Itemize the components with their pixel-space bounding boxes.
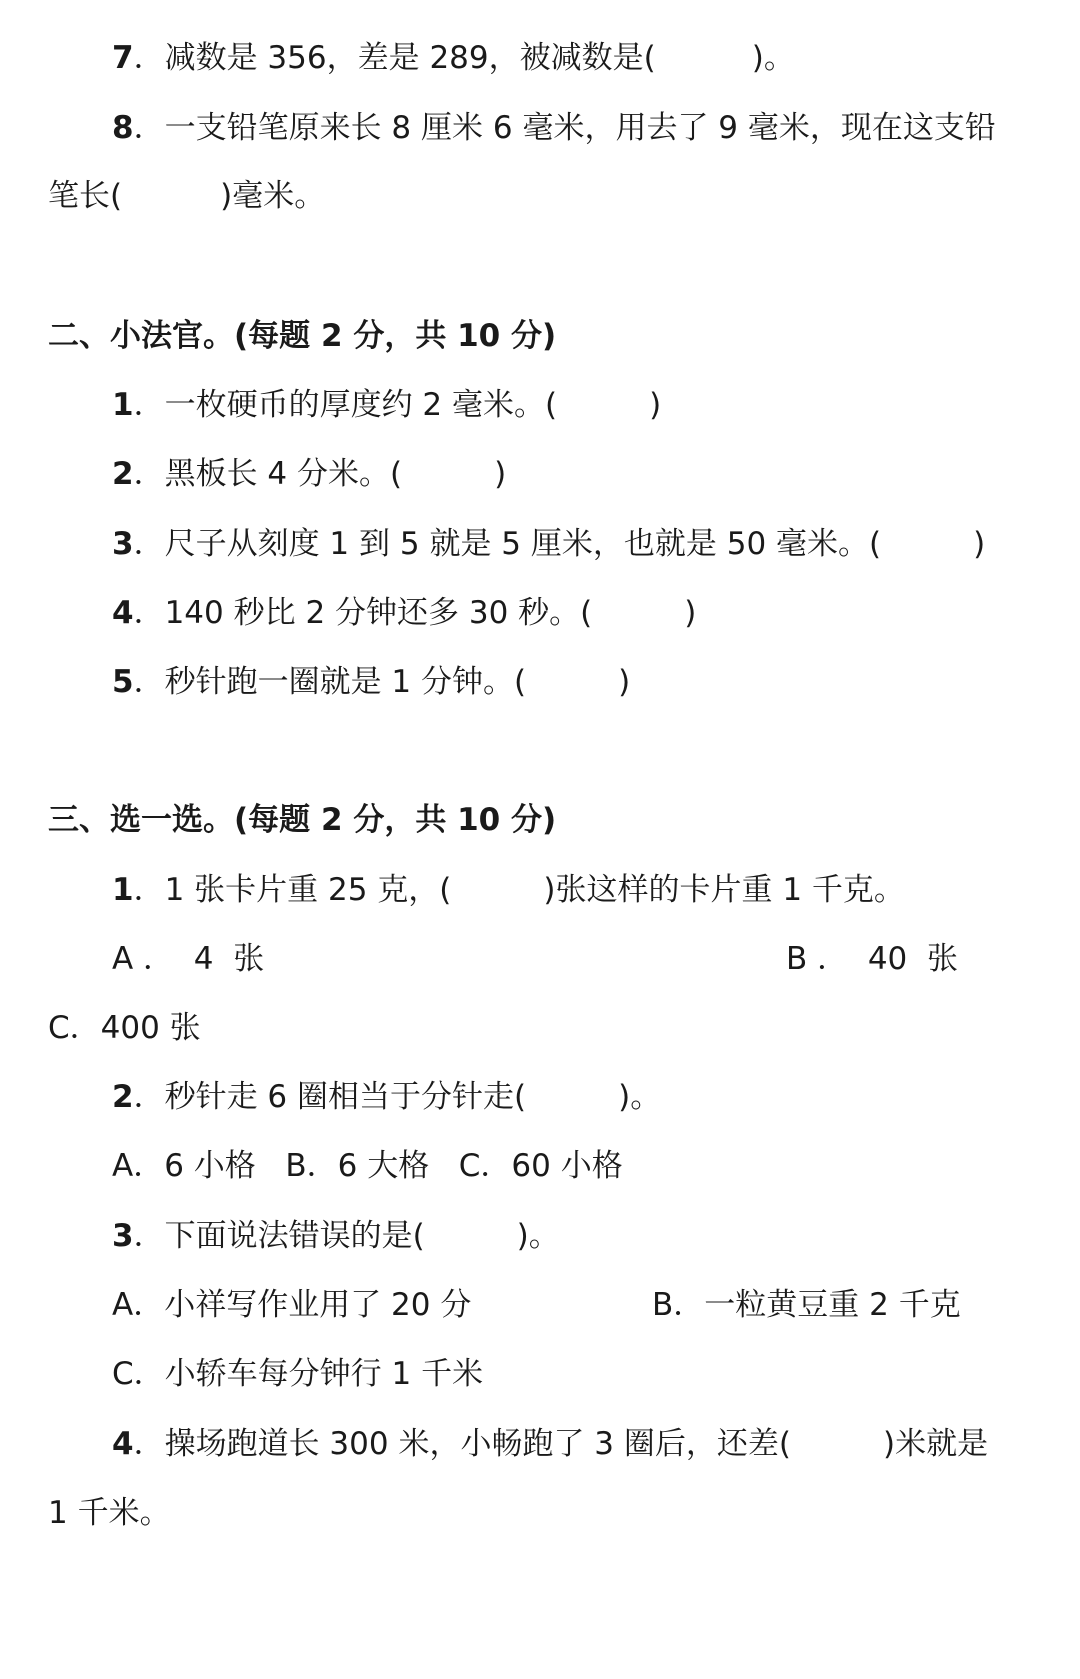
choice-3-option-b[interactable]: B．一粒黄豆重 2 千克 [652,1287,961,1323]
question-number: 2 [112,456,134,492]
question-text: ．一枚硬币的厚度约 2 毫米。( [133,387,558,423]
section-heading-2: 二、小法官。(每题 2 分，共 10 分) [48,318,557,354]
question-text: ．140 秒比 2 分钟还多 30 秒。( [133,595,593,631]
judge-item-1 [112,385,661,425]
choice-question-2 [112,1077,661,1117]
question-text-end: )。 [751,40,795,76]
question-text: ．秒针跑一圈就是 1 分钟。( [133,664,527,700]
choice-3-option-c[interactable]: C．小轿车每分钟行 1 千米 [112,1356,484,1392]
question-number: 3 [112,526,134,562]
choice-1-option-a[interactable]: A ． 4 张 [112,941,265,977]
paren-close: ) [649,387,662,423]
question-8-line2 [48,176,325,216]
question-number: 4 [112,1426,134,1462]
choice-question-4-line1 [112,1424,988,1464]
question-text-end: )。 [618,1079,662,1115]
choice-question-3 [112,1216,560,1256]
choice-1-option-b[interactable]: B ． 40 张 [786,941,958,977]
question-number: 7 [112,40,134,76]
judge-item-3 [112,524,985,564]
choice-2-options[interactable]: A．6 小格 B．6 大格 C．60 小格 [112,1148,623,1184]
judge-item-2 [112,454,506,494]
question-text: 笔长( [48,178,123,214]
question-text: ．尺子从刻度 1 到 5 就是 5 厘米，也就是 50 毫米。( [133,526,882,562]
choice-question-1 [112,870,905,910]
question-7 [112,38,795,78]
paren-close: ) [684,595,697,631]
question-text-end: )米就是 [882,1426,989,1462]
question-text-end: )。 [516,1218,560,1254]
question-text-end: )张这样的卡片重 1 千克。 [543,872,905,908]
question-text: ．黑板长 4 分米。( [133,456,403,492]
choice-1-option-c[interactable]: C．400 张 [48,1010,201,1046]
question-number: 3 [112,1218,134,1254]
question-text: ．1 张卡片重 25 克，( [133,872,452,908]
question-number: 4 [112,595,134,631]
choice-question-4-line2: 1 千米。 [48,1495,171,1531]
question-number: 5 [112,664,134,700]
question-number: 8 [112,110,134,146]
question-text: ．一支铅笔原来长 8 厘米 6 毫米，用去了 9 毫米，现在这支铅 [133,110,996,146]
question-number: 1 [112,872,134,908]
paren-close: ) [494,456,507,492]
judge-item-4 [112,593,696,633]
question-text: ．操场跑道长 300 米，小畅跑了 3 圈后，还差( [133,1426,791,1462]
question-text: ．秒针走 6 圈相当于分针走( [133,1079,527,1115]
choice-3-option-a[interactable]: A．小祥写作业用了 20 分 [112,1287,472,1323]
paren-close: ) [618,664,631,700]
question-text: ．减数是 356，差是 289，被减数是( [133,40,656,76]
question-number: 2 [112,1079,134,1115]
section-heading-3: 三、选一选。(每题 2 分，共 10 分) [48,802,557,838]
question-8-line1 [112,108,996,148]
question-text-end: )毫米。 [220,178,326,214]
question-text: ．下面说法错误的是( [133,1218,425,1254]
judge-item-5 [112,662,630,702]
paren-close: ) [973,526,986,562]
question-number: 1 [112,387,134,423]
